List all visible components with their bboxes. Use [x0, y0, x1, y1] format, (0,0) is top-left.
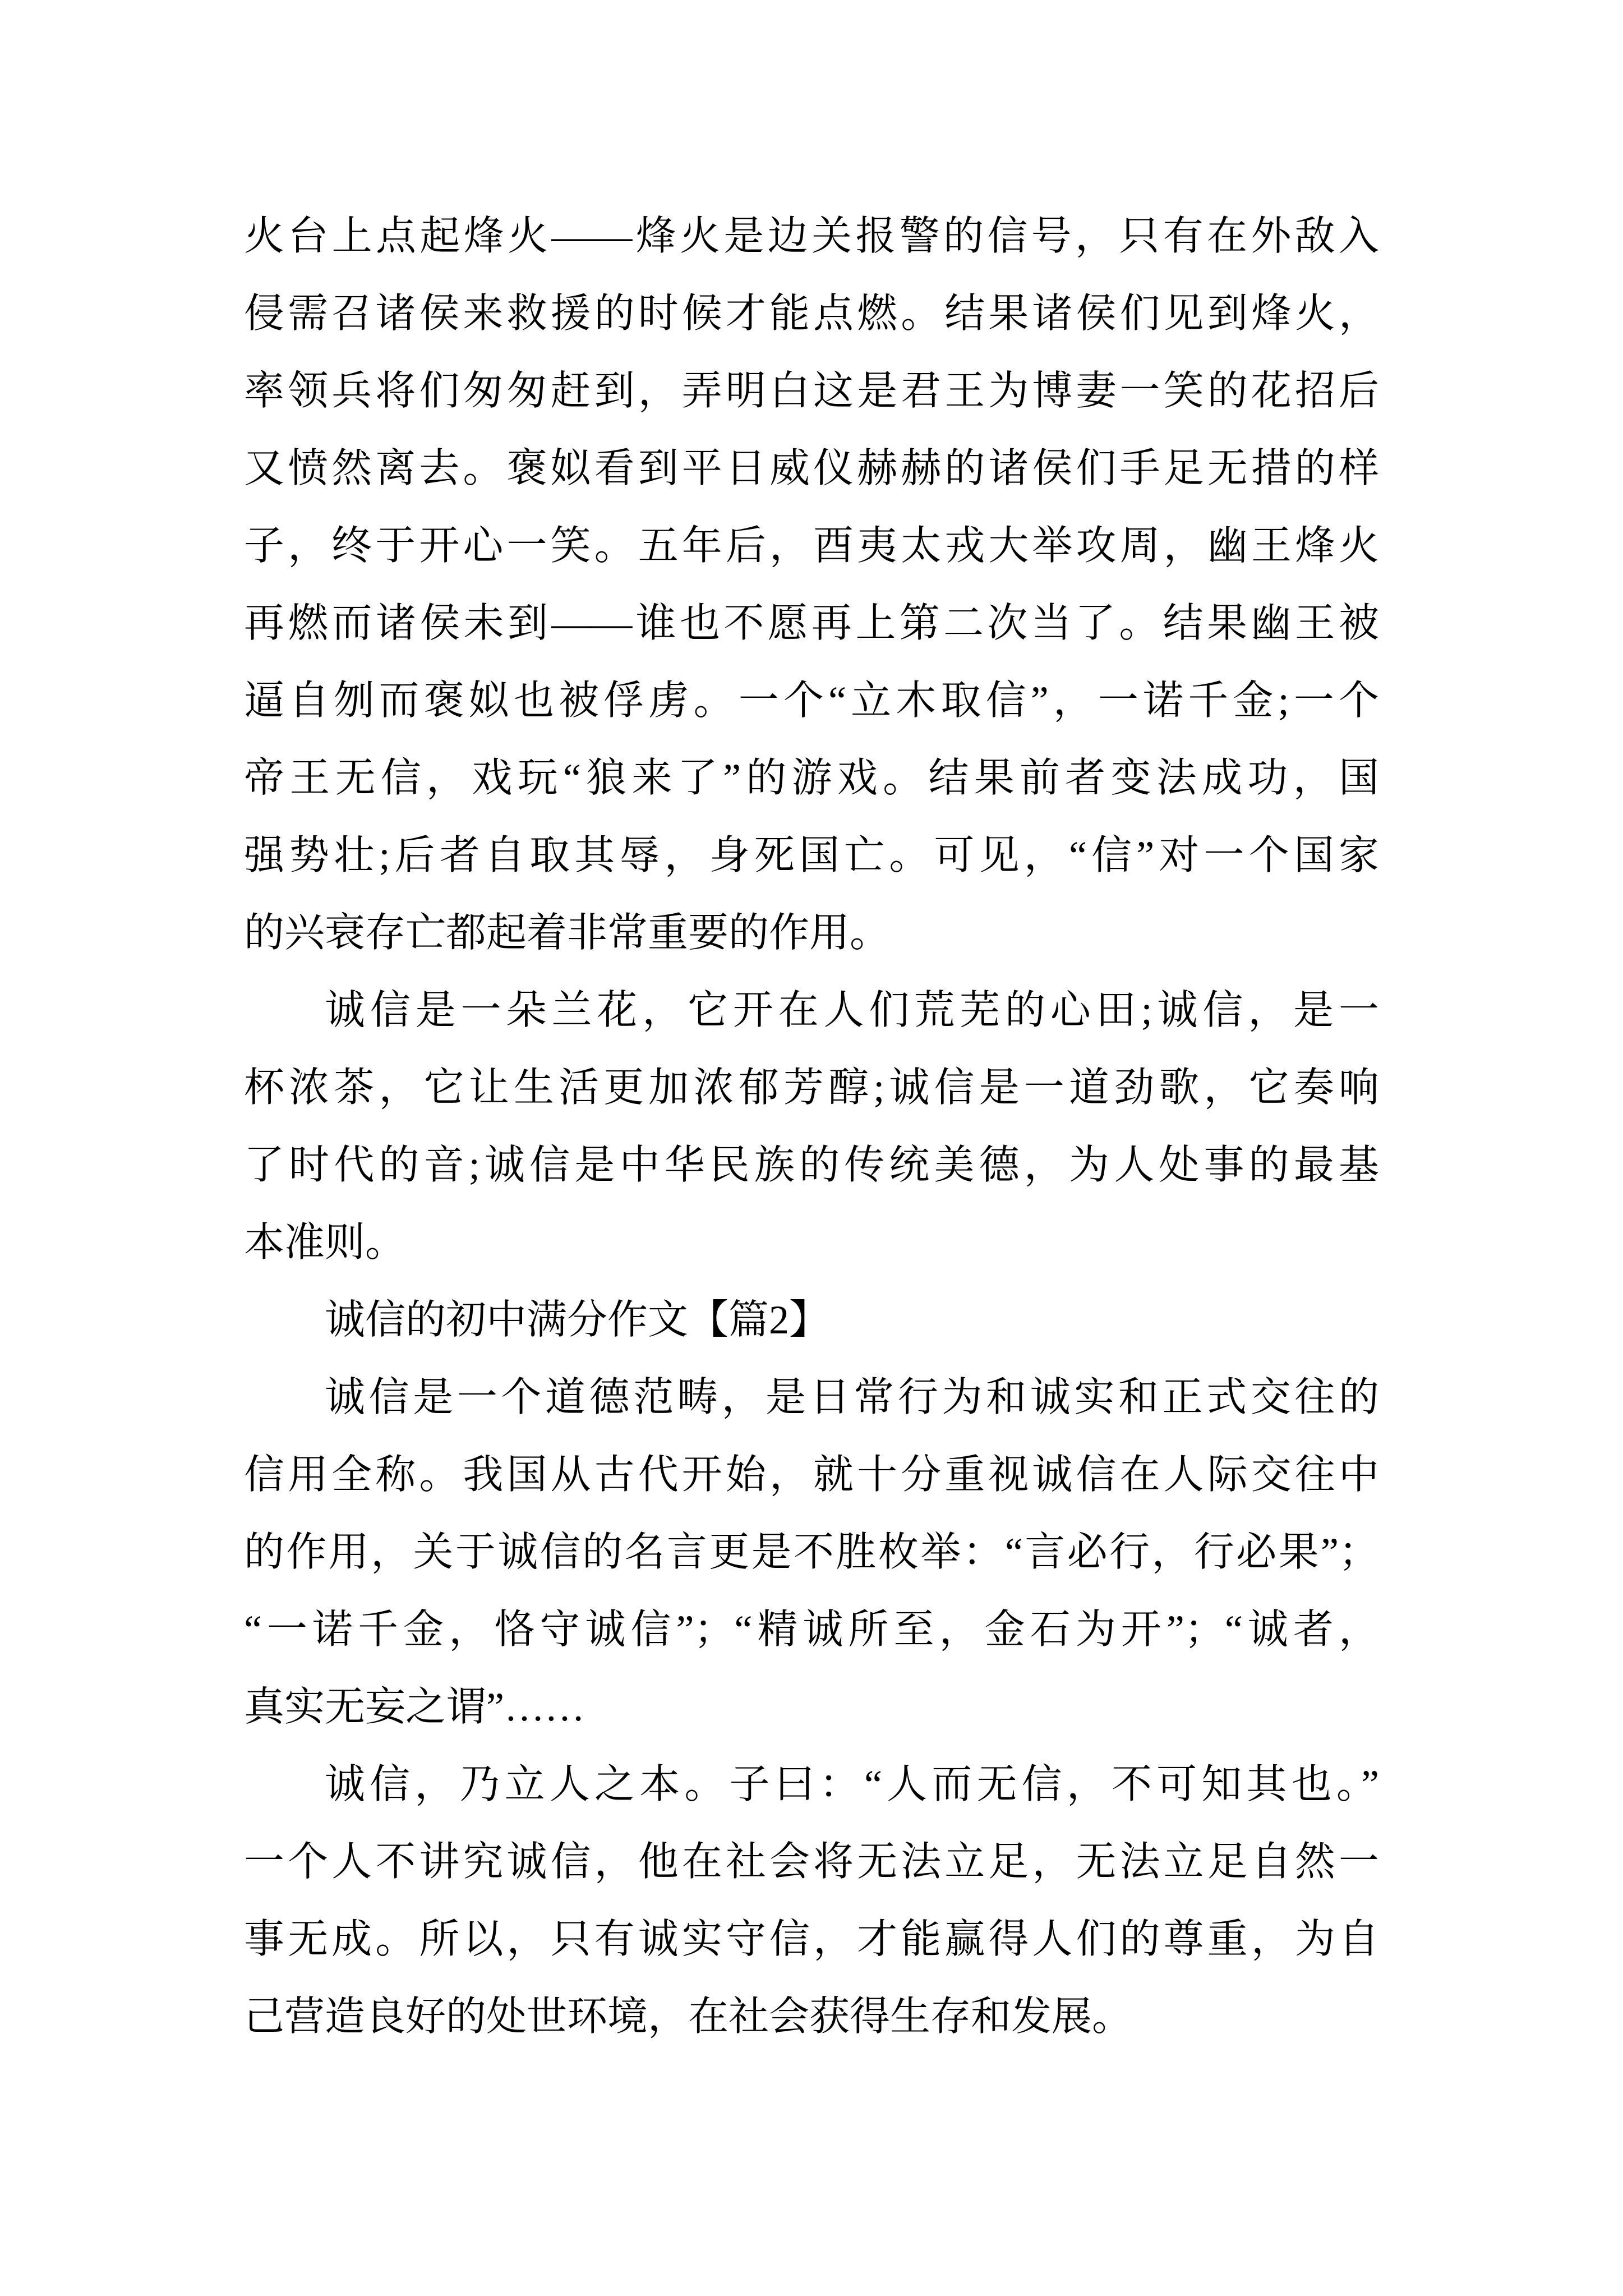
text-line: 逼自刎而褒姒也被俘虏。一个“立木取信”，一诺千金;一个 [244, 678, 1379, 723]
text-line: 火台上点起烽火——烽火是边关报警的信号，只有在外敌入 [244, 214, 1379, 259]
text-line: 率领兵将们匆匆赶到，弄明白这是君王为博妻一笑的花招后 [244, 369, 1379, 413]
text-line: 事无成。所以，只有诚实守信，才能赢得人们的尊重，为自 [244, 1917, 1379, 1962]
text-line: 一个人不讲究诚信，他在社会将无法立足，无法立足自然一 [244, 1839, 1379, 1884]
text-line: 再燃而诸侯未到——谁也不愿再上第二次当了。结果幽王被 [244, 601, 1379, 646]
text-line: 真实无妄之谓”…… [244, 1685, 585, 1729]
text-line: 诚信，乃立人之本。子曰：“人而无信，不可知其也。” [325, 1762, 1379, 1807]
section-heading: 诚信的初中满分作文【篇2】 [325, 1297, 830, 1342]
text-line: 子，终于开心一笑。五年后，酉夷太戎大举攻周，幽王烽火 [244, 523, 1379, 568]
text-line: 帝王无信，戏玩“狼来了”的游戏。结果前者变法成功，国 [244, 756, 1379, 800]
text-line: 己营造良好的处世环境，在社会获得生存和发展。 [244, 1994, 1133, 2039]
text-line: 又愤然离去。褒姒看到平日威仪赫赫的诸侯们手足无措的样 [244, 446, 1379, 491]
text-line: 本准则。 [244, 1220, 406, 1265]
text-line: 侵需召诸侯来救援的时候才能点燃。结果诸侯们见到烽火， [244, 291, 1379, 336]
text-line: 杯浓茶，它让生活更加浓郁芳醇;诚信是一道劲歌，它奏响 [244, 1065, 1379, 1110]
text-line: 诚信是一朵兰花，它开在人们荒芜的心田;诚信，是一 [325, 988, 1379, 1033]
text-line: 的作用，关于诚信的名言更是不胜枚举：“言必行，行必果”； [244, 1530, 1379, 1575]
text-line: 了时代的音;诚信是中华民族的传统美德，为人处事的最基 [244, 1143, 1379, 1188]
text-line: 诚信是一个道德范畴，是日常行为和诚实和正式交往的 [325, 1375, 1379, 1420]
essay-body [244, 197, 1379, 2055]
text-line: 强势壮;后者自取其辱，身死国亡。可见，“信”对一个国家 [244, 833, 1379, 878]
text-line: 信用全称。我国从古代开始，就十分重视诚信在人际交往中 [244, 1452, 1379, 1497]
text-line: 的兴衰存亡都起着非常重要的作用。 [244, 910, 891, 955]
text-line: “一诺千金，恪守诚信”；“精诚所至，金石为开”；“诚者， [244, 1607, 1379, 1652]
